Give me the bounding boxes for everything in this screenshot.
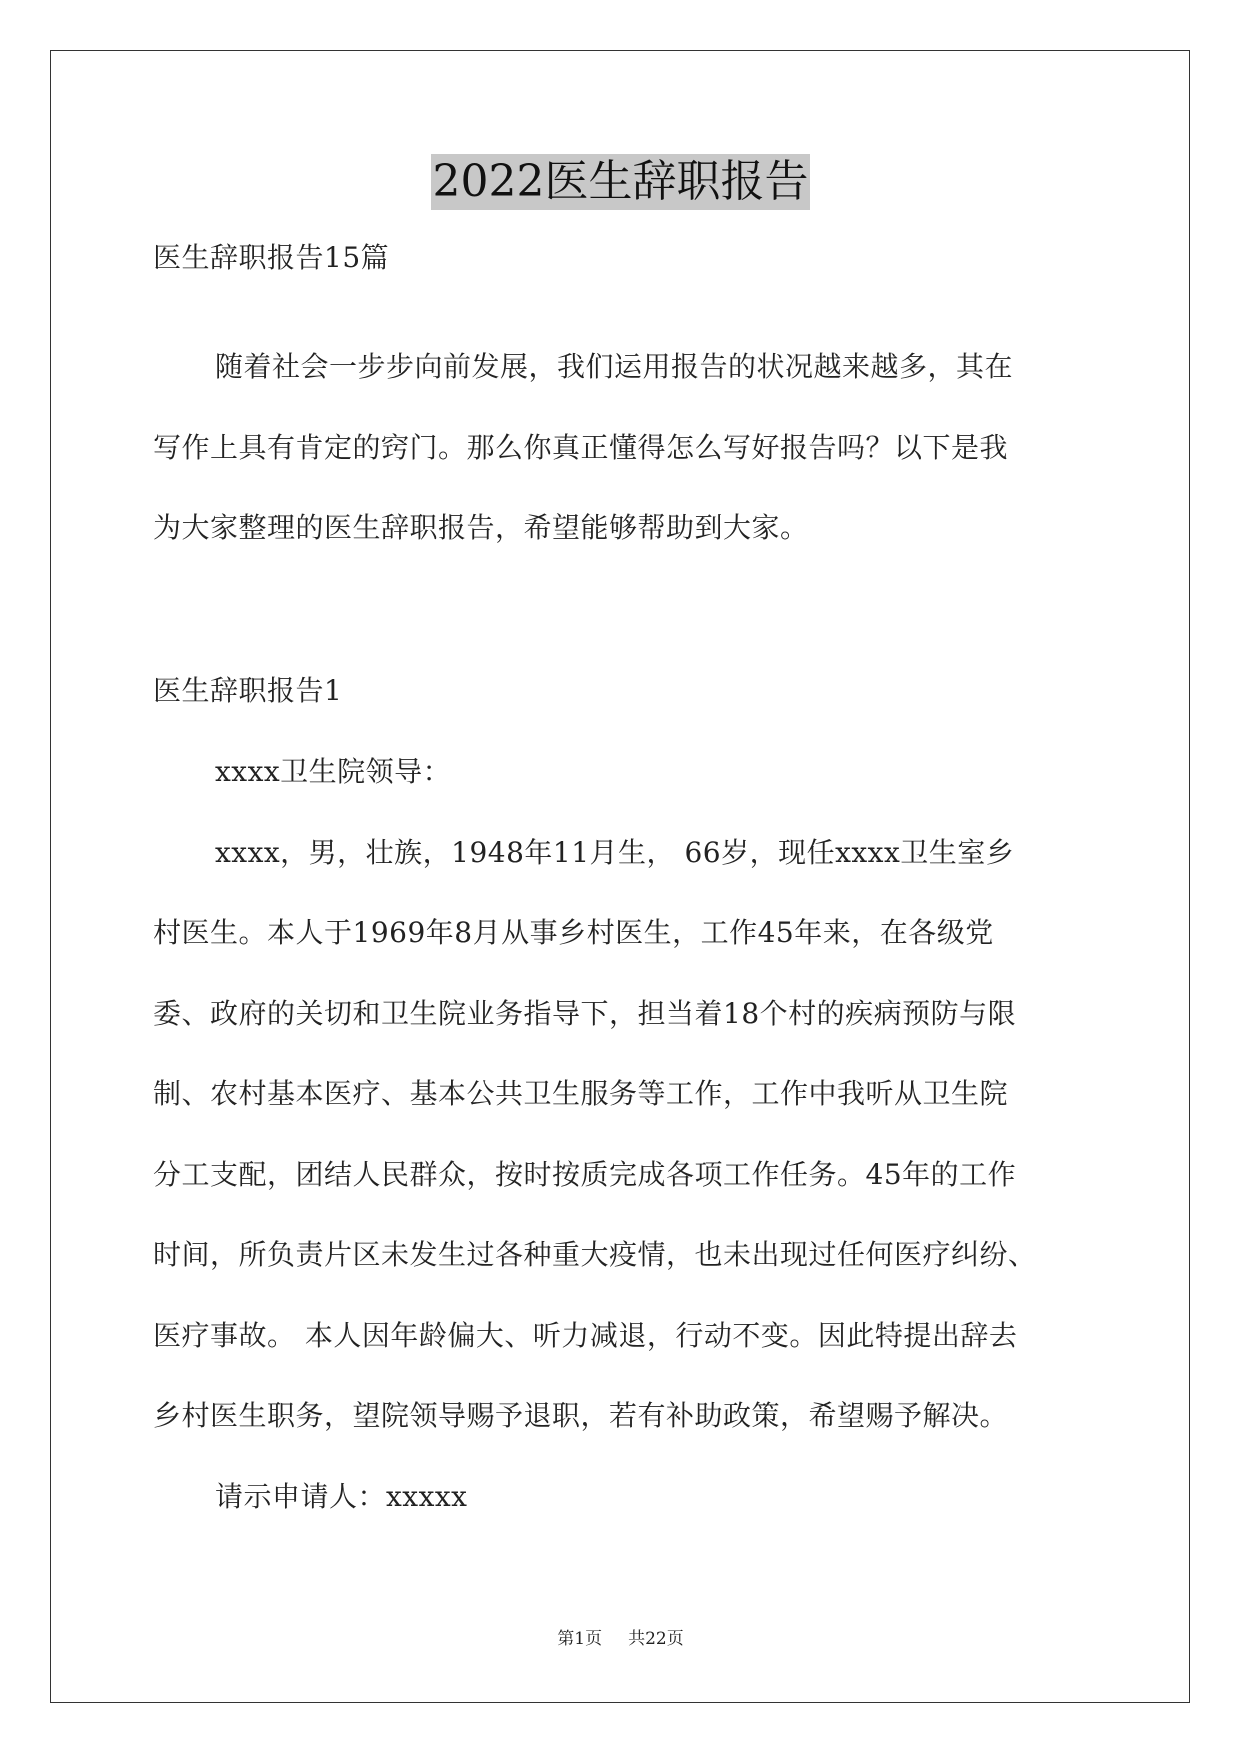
document-title: 2022医生辞职报告 — [431, 154, 811, 210]
title-container — [0, 154, 1241, 210]
salutation: xxxx卫生院领导： — [215, 755, 452, 788]
intro-line-2: 写作上具有肯定的窍门。那么你真正懂得怎么写好报告吗？以下是我 — [153, 431, 1009, 464]
body-line-8: 乡村医生职务，望院领导赐予退职，若有补助政策，希望赐予解决。 — [153, 1399, 1009, 1432]
document-subtitle: 医生辞职报告15篇 — [153, 241, 390, 274]
intro-line-1: 随着社会一步步向前发展，我们运用报告的状况越来越多，其在 — [215, 350, 1014, 383]
page-total: 共22页 — [628, 1629, 684, 1649]
page-footer — [0, 1628, 1241, 1650]
body-line-4: 制、农村基本医疗、基本公共卫生服务等工作，工作中我听从卫生院 — [153, 1077, 1009, 1110]
signature-line: 请示申请人：xxxxx — [215, 1480, 468, 1513]
body-line-3: 委、政府的关切和卫生院业务指导下，担当着18个村的疾病预防与限 — [153, 997, 1017, 1030]
body-line-2: 村医生。本人于1969年8月从事乡村医生，工作45年来，在各级党 — [153, 916, 994, 949]
body-line-5: 分工支配，团结人民群众，按时按质完成各项工作任务。45年的工作 — [153, 1158, 1017, 1191]
body-line-6: 时间，所负责片区未发生过各种重大疫情，也未出现过任何医疗纠纷、 — [153, 1238, 1037, 1271]
page-border — [50, 50, 1190, 1703]
body-line-1: xxxx，男，壮族，1948年11月生， 66岁，现任xxxx卫生室乡 — [215, 836, 1015, 869]
page-number: 第1页 — [557, 1629, 603, 1649]
intro-line-3: 为大家整理的医生辞职报告，希望能够帮助到大家。 — [153, 511, 809, 544]
body-line-7: 医疗事故。 本人因年龄偏大、听力减退，行动不变。因此特提出辞去 — [153, 1319, 1018, 1352]
section-heading: 医生辞职报告1 — [153, 674, 343, 707]
